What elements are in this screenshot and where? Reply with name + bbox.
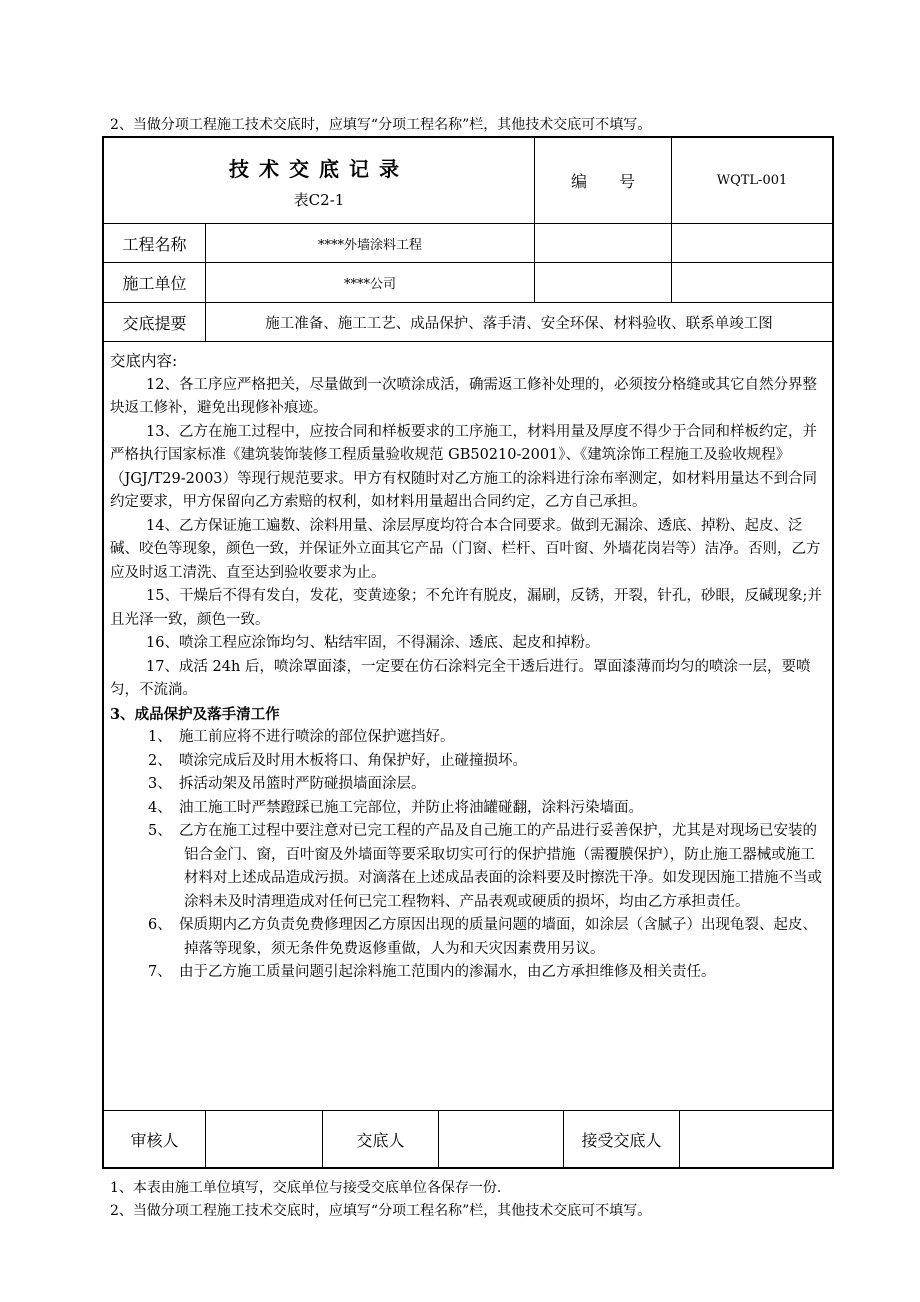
row-divider: [103, 341, 833, 342]
form-title: 技术交底记录: [229, 156, 409, 181]
receiver-signature-field[interactable]: [680, 1111, 832, 1168]
content-item: 3、 拆活动架及吊篮时严防碰损墙面涂层。: [148, 776, 426, 792]
content-item: 1、 施工前应将不进行喷涂的部位保护遮挡好。: [148, 729, 455, 745]
content-item: 16、喷涂工程应涂饰均匀、粘结牢固，不得漏涂、透底、起皮和掉粉。: [146, 635, 600, 651]
section-heading: 3、成品保护及落手清工作: [110, 705, 280, 723]
content-item: 14、乙方保证施工遍数、涂料用量、涂层厚度均符合本合同要求。做到无漏涂、透底、掉粉、起皮、泛碱、咬色等现象，颜色一致，并保证外立面其它产品（门窗、栏杆、百叶窗、外墙花岗岩等）洁净。否则，乙方应及时返工清洗、直至达到验收要求为止。: [110, 517, 821, 581]
discloser-signature-field[interactable]: [439, 1111, 563, 1168]
content-heading: 交底内容:: [110, 352, 178, 370]
number-value: WQTL-001: [716, 172, 788, 188]
content-item: 6、 保质期内乙方负责免费修理因乙方原因出现的质量问题的墙面，如涂层（含腻子）出现龟裂、起皮、掉落等现象，须无条件免费返修重做，人为和天灾因素费用另议。: [148, 917, 817, 957]
content-item: 12、各工序应严格把关，尽量做到一次喷涂成活，确需返工修补处理的，必须按分格缝或其它自然分界整块返工修补，避免出现修补痕迹。: [110, 376, 817, 416]
project-label: 工程名称: [122, 234, 187, 254]
unit-label: 施工单位: [122, 274, 187, 293]
summary-value: 施工准备、施工工艺、成品保护、落手清、安全环保、材料验收、联系单竣工图: [265, 315, 773, 332]
number-label: 编 号: [570, 171, 635, 191]
content-item: 17、成活 24h 后，喷涂罩面漆，一定要在仿石涂料完全干透后进行。罩面漆薄而均匀的喷涂一层，要喷匀，不流淌。: [110, 658, 811, 698]
form-number: 表C2-1: [293, 190, 345, 209]
top-note: 2、当做分项工程施工技术交底时，应填写“分项工程名称”栏，其他技术交底可不填写。: [110, 117, 652, 133]
footer-note: 2、当做分项工程施工技术交底时，应填写“分项工程名称”栏，其他技术交底可不填写。: [110, 1203, 652, 1219]
content-item: 7、 由于乙方施工质量问题引起涂料施工范围内的渗漏水，由乙方承担维修及相关责任。: [148, 964, 716, 980]
content-item: 13、乙方在施工过程中，应按合同和样板要求的工序施工，材料用量及厚度不得少于合同和样板约定，并严格执行国家标准《建筑装饰装修工程质量验收规范 GB50210-2001》、《建筑涂饰工程施工及验收规程》（JGJ/T29-2003）等现行规范要求。甲方有权随时对乙方施工的涂料进行涂布率测定，如材料用量达不到合同约定要求，甲方保留向乙方索赔的权利，如材料用量超出合同约定，乙方自己承担。: [110, 423, 818, 510]
unit-value: ****公司: [343, 277, 396, 292]
reviewer-signature-field[interactable]: [206, 1111, 322, 1168]
footer-note: 1、本表由施工单位填写，交底单位与接受交底单位各保存一份.: [110, 1180, 502, 1196]
receiver-label: 接受交底人: [581, 1131, 662, 1150]
content-item: 2、 喷涂完成后及时用木板将口、角保护好，止碰撞损坏。: [148, 752, 527, 769]
content-item: 5、 乙方在施工过程中要注意对已完工程的产品及自己施工的产品进行妥善保护，尤其是对现场已安装的铝合金门、窗，百叶窗及外墙面等要采取切实可行的保护措施（需覆膜保护），防止施工器械或施工材料对上述成品造成污损。对滴落在上述成品表面的涂料要及时擦洗干净。如发现因施工措施不当或涂料未及时清理造成对任何已完工程物料、产品表观或硬质的损坏，均由乙方承担责任。: [148, 823, 822, 910]
summary-label: 交底提要: [122, 313, 187, 333]
content-item: 15、干燥后不得有发白，发花，变黄迹象；不允许有脱皮，漏刷，反锈，开裂，针孔，砂眼，反碱现象;并且光泽一致，颜色一致。: [110, 588, 822, 628]
project-value: ****外墙涂料工程: [317, 237, 422, 253]
reviewer-label: 审核人: [130, 1131, 179, 1150]
disclosure-content: [110, 350, 826, 985]
content-item: 4、 油工施工时严禁蹬踩已施工完部位，并防止将油罐碰翻，涂料污染墙面。: [148, 799, 643, 816]
discloser-label: 交底人: [356, 1131, 405, 1150]
